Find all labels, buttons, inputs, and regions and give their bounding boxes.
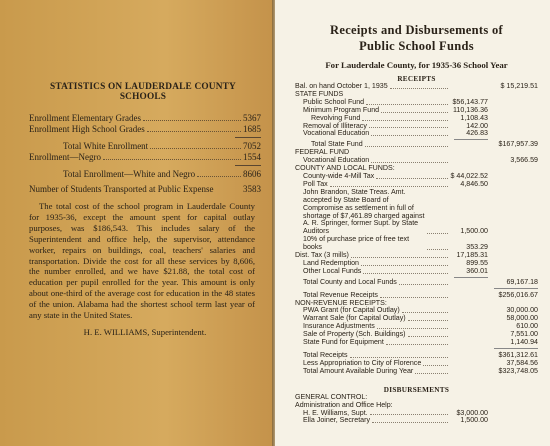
- ledger-row: Ella Joiner, Secretary 1,500.00: [303, 416, 488, 425]
- ledger-row: County-wide 4-Mill Tax $ 44,022.52: [303, 171, 488, 180]
- ledger-row: Total County and Local Funds 69,167.18: [303, 277, 538, 286]
- ledger-row: PWA Grant (for Capital Outlay) 30,000.00: [303, 306, 538, 315]
- stat-row: Total Enrollment—White and Negro 8606: [63, 169, 261, 179]
- ledger-row: State Fund for Equipment 1,140.94: [303, 338, 538, 347]
- ledger-row: Dist. Tax (3 mills) 17,185.31: [295, 251, 488, 260]
- section-label: GENERAL CONTROL:: [295, 392, 368, 401]
- disbursements-heading: DISBURSEMENTS: [383, 385, 450, 394]
- section-label: COUNTY AND LOCAL FUNDS:: [295, 164, 395, 173]
- cost-paragraph: The total cost of the school program in Lauderdale County for 1935-36, except the amount spent for capital outlay purposes, was $186,543. This includes salary of the Superintendent and office help, the supervisor, attendance worker, repairs on buildings, coal, teachers' salaries and transportation. Divide the cost for all these services by 8,606, the number enrolled, and we have $21.88, the total cost of education per pupil enrolled for the year. This amount is only about one-third of the average cost for education in the 48 states of the union. Alabama had the shortest school term last year of any state in the United States.: [29, 201, 255, 321]
- ledger-row: Other Local Funds 360.01: [303, 266, 488, 275]
- right-page: [275, 0, 550, 446]
- divider: [235, 137, 261, 138]
- divider: [235, 165, 261, 166]
- stat-row: Enrollment High School Grades 1685: [29, 124, 261, 134]
- divider: [454, 139, 488, 140]
- page-title-line2: Public School Funds: [359, 39, 474, 53]
- section-label: NON-REVENUE RECEIPTS:: [295, 298, 387, 307]
- ledger-row: Land Redemption 899.55: [303, 258, 488, 267]
- ledger-row: Insurance Adjustments 610.00: [303, 322, 538, 331]
- ledger-row: Revolving Fund 1,108.43: [311, 113, 488, 122]
- ledger-row: Vocational Education 3,566.59: [303, 156, 538, 165]
- ledger-row: Public School Fund $56,143.77: [303, 97, 488, 106]
- ledger-row: Total Revenue Receipts $256,016.67: [303, 290, 538, 299]
- ledger-row: Total Receipts $361,312.61: [303, 351, 538, 359]
- receipts-heading: RECEIPTS: [397, 75, 436, 83]
- page-title-line1: Receipts and Disbursements of: [330, 23, 503, 37]
- divider: [454, 277, 488, 278]
- ledger-row: Bal. on hand October 1, 1935 $ 15,219.51: [295, 82, 538, 90]
- signature: H. E. WILLIAMS, Superintendent.: [83, 326, 207, 337]
- ledger-row: Poll Tax 4,846.50: [303, 179, 488, 188]
- stat-row: Number of Students Transported at Public Expense 3583: [29, 184, 261, 194]
- ledger-row: 10% of purchase price of free text books 353.29: [303, 235, 488, 252]
- page-subtitle: For Lauderdale County, for 1935-36 School Year: [325, 60, 508, 70]
- section-label: Administration and Office Help:: [295, 400, 393, 409]
- ledger-row: Minimum Program Fund 110,136.36: [303, 105, 488, 114]
- ledger-row: Total Amount Available During Year $323,748.05: [303, 366, 538, 375]
- section-label: FEDERAL FUND: [295, 148, 350, 157]
- divider: [494, 348, 538, 349]
- stat-row: Enrollment Elementary Grades 5367: [29, 113, 261, 123]
- ledger-row: Warrant Sale (for Capital Outlay) 58,000.00: [303, 314, 538, 323]
- ledger-row: John Brandon, State Treas. Amt. accepted by State Board of Compromise as settlement in full of shortage of $7,461.89 charged against A. R. Springer, former Supt. by State Auditors 1,500.00: [303, 187, 488, 236]
- ledger-row: Total State Fund $167,957.39: [311, 140, 538, 149]
- ledger-row: Less Appropriation to City of Florence 37,584.56: [303, 358, 538, 367]
- ledger-row: H. E. Williams, Supt. $3,000.00: [303, 408, 488, 417]
- section-label: STATE FUNDS: [295, 89, 344, 98]
- statistics-title: STATISTICS ON LAUDERDALE COUNTY SCHOOLS: [50, 82, 236, 102]
- ledger-row: Vocational Education 426.83: [303, 129, 488, 138]
- divider: [494, 288, 538, 289]
- stat-row: Total White Enrollment 7052: [63, 141, 261, 151]
- stat-row: Enrollment—Negro 1554: [29, 152, 261, 162]
- ledger-row: Removal of Illiteracy 142.00: [303, 121, 488, 130]
- ledger-row: Sale of Property (Sch. Buildings) 7,551.00: [303, 330, 538, 339]
